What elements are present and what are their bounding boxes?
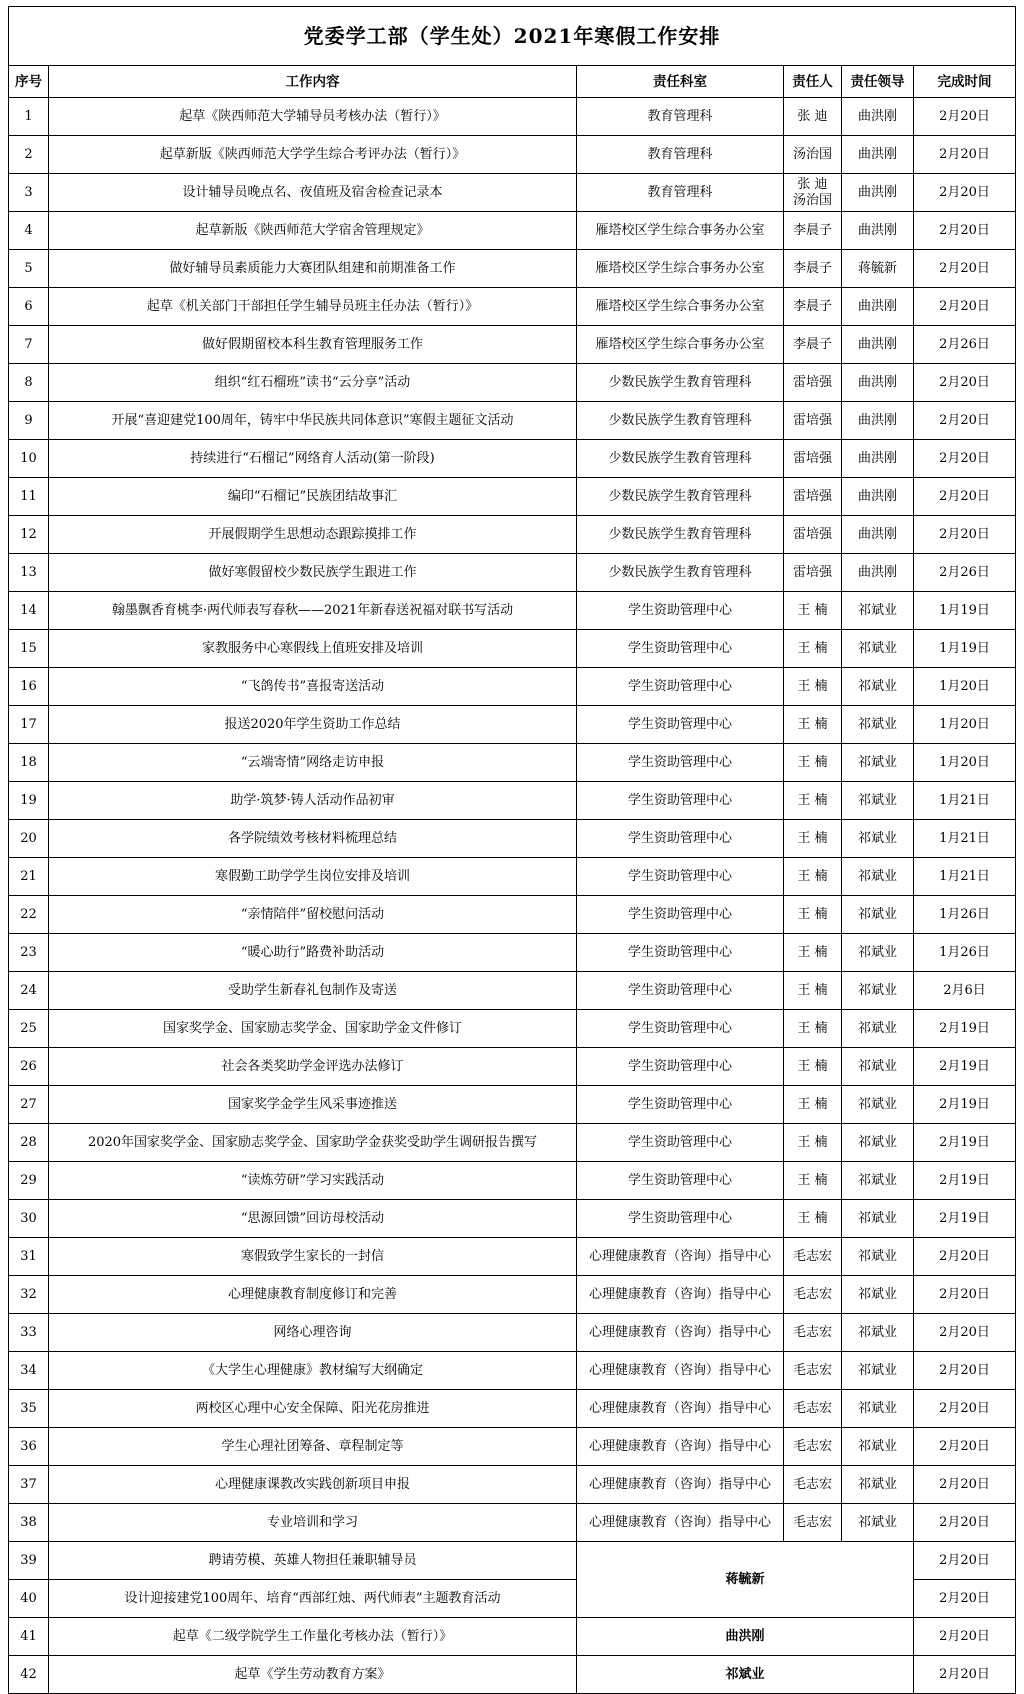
table-row — [9, 1390, 1016, 1428]
cell-office: 学生资助管理中心 — [577, 934, 784, 972]
cell-date: 1月26日 — [914, 934, 1016, 972]
cell-no: 1 — [9, 98, 49, 136]
cell-person: 王 楠 — [784, 934, 842, 972]
cell-office: 雁塔校区学生综合事务办公室 — [577, 288, 784, 326]
table-row — [9, 1162, 1016, 1200]
cell-office: 教育管理科 — [577, 136, 784, 174]
cell-content: 2020年国家奖学金、国家励志奖学金、国家助学金获奖受助学生调研报告撰写 — [49, 1124, 577, 1162]
document-title: 党委学工部（学生处）2021年寒假工作安排 — [9, 7, 1016, 66]
cell-no: 6 — [9, 288, 49, 326]
cell-no: 23 — [9, 934, 49, 972]
cell-content: 做好寒假留校少数民族学生跟进工作 — [49, 554, 577, 592]
cell-content: “暖心助行”路费补助活动 — [49, 934, 577, 972]
header-content: 工作内容 — [49, 66, 577, 98]
header-person: 责任人 — [784, 66, 842, 98]
cell-content: 组织“红石榴班”读书“云分享”活动 — [49, 364, 577, 402]
cell-person: 王 楠 — [784, 858, 842, 896]
cell-no: 20 — [9, 820, 49, 858]
cell-content: 寒假勤工助学学生岗位安排及培训 — [49, 858, 577, 896]
cell-office: 心理健康教育（咨询）指导中心 — [577, 1390, 784, 1428]
cell-date: 2月20日 — [914, 1428, 1016, 1466]
cell-office: 学生资助管理中心 — [577, 972, 784, 1010]
cell-date: 2月20日 — [914, 364, 1016, 402]
cell-person: 王 楠 — [784, 592, 842, 630]
cell-content: 各学院绩效考核材料梳理总结 — [49, 820, 577, 858]
cell-no: 24 — [9, 972, 49, 1010]
cell-leader: 祁斌业 — [842, 896, 914, 934]
cell-date: 2月20日 — [914, 1352, 1016, 1390]
cell-leader: 祁斌业 — [842, 1504, 914, 1542]
cell-date: 1月26日 — [914, 896, 1016, 934]
cell-no: 21 — [9, 858, 49, 896]
table-row — [9, 744, 1016, 782]
cell-no: 30 — [9, 1200, 49, 1238]
cell-no: 4 — [9, 212, 49, 250]
cell-content: 设计迎接建党100周年、培育“西部红烛、两代师表”主题教育活动 — [49, 1580, 577, 1618]
table-row — [9, 592, 1016, 630]
cell-office: 学生资助管理中心 — [577, 744, 784, 782]
cell-person: 雷培强 — [784, 364, 842, 402]
cell-date: 2月20日 — [914, 1580, 1016, 1618]
cell-date: 2月20日 — [914, 98, 1016, 136]
cell-leader: 曲洪刚 — [842, 440, 914, 478]
cell-person: 王 楠 — [784, 706, 842, 744]
cell-content: 国家奖学金、国家励志奖学金、国家助学金文件修订 — [49, 1010, 577, 1048]
cell-person: 王 楠 — [784, 1048, 842, 1086]
cell-person: 毛志宏 — [784, 1352, 842, 1390]
cell-person: 王 楠 — [784, 1124, 842, 1162]
cell-office: 心理健康教育（咨询）指导中心 — [577, 1352, 784, 1390]
cell-content: 学生心理社团筹备、章程制定等 — [49, 1428, 577, 1466]
table-row — [9, 1124, 1016, 1162]
cell-person: 王 楠 — [784, 1086, 842, 1124]
cell-no: 17 — [9, 706, 49, 744]
header-no: 序号 — [9, 66, 49, 98]
work-schedule-table — [8, 6, 1016, 1694]
table-row — [9, 250, 1016, 288]
cell-person: 王 楠 — [784, 668, 842, 706]
cell-person: 王 楠 — [784, 972, 842, 1010]
table-row — [9, 782, 1016, 820]
cell-no: 26 — [9, 1048, 49, 1086]
cell-no: 38 — [9, 1504, 49, 1542]
cell-office: 教育管理科 — [577, 98, 784, 136]
cell-leader: 曲洪刚 — [842, 402, 914, 440]
cell-leader: 祁斌业 — [842, 592, 914, 630]
table-row — [9, 402, 1016, 440]
merged-responsible-cell: 蒋毓新 — [577, 1542, 914, 1618]
cell-date: 2月20日 — [914, 1238, 1016, 1276]
table-row — [9, 1238, 1016, 1276]
cell-person: 毛志宏 — [784, 1314, 842, 1352]
cell-leader: 祁斌业 — [842, 858, 914, 896]
cell-no: 35 — [9, 1390, 49, 1428]
cell-office: 心理健康教育（咨询）指导中心 — [577, 1314, 784, 1352]
cell-person: 王 楠 — [784, 1200, 842, 1238]
cell-office: 心理健康教育（咨询）指导中心 — [577, 1504, 784, 1542]
cell-office: 雁塔校区学生综合事务办公室 — [577, 326, 784, 364]
cell-content: 寒假致学生家长的一封信 — [49, 1238, 577, 1276]
table-row — [9, 668, 1016, 706]
cell-content: 助学·筑梦·铸人活动作品初审 — [49, 782, 577, 820]
cell-office: 少数民族学生教育管理科 — [577, 516, 784, 554]
cell-person: 毛志宏 — [784, 1276, 842, 1314]
cell-office: 学生资助管理中心 — [577, 896, 784, 934]
table-row — [9, 1200, 1016, 1238]
cell-date: 1月20日 — [914, 668, 1016, 706]
cell-person: 毛志宏 — [784, 1504, 842, 1542]
table-row — [9, 1048, 1016, 1086]
cell-no: 39 — [9, 1542, 49, 1580]
cell-person: 毛志宏 — [784, 1390, 842, 1428]
table-row — [9, 1466, 1016, 1504]
cell-person: 王 楠 — [784, 1010, 842, 1048]
table-row — [9, 516, 1016, 554]
cell-no: 11 — [9, 478, 49, 516]
cell-date: 1月21日 — [914, 820, 1016, 858]
cell-leader: 曲洪刚 — [842, 136, 914, 174]
table-row — [9, 1314, 1016, 1352]
cell-leader: 祁斌业 — [842, 1466, 914, 1504]
cell-leader: 祁斌业 — [842, 1010, 914, 1048]
cell-content: 设计辅导员晚点名、夜值班及宿舍检查记录本 — [49, 174, 577, 212]
cell-leader: 祁斌业 — [842, 1390, 914, 1428]
cell-no: 25 — [9, 1010, 49, 1048]
cell-date: 1月19日 — [914, 592, 1016, 630]
cell-leader: 祁斌业 — [842, 1314, 914, 1352]
table-row — [9, 820, 1016, 858]
cell-person: 张 迪 汤治国 — [784, 174, 842, 212]
cell-person: 张 迪 — [784, 98, 842, 136]
cell-leader: 祁斌业 — [842, 1352, 914, 1390]
cell-office: 学生资助管理中心 — [577, 820, 784, 858]
table-row — [9, 174, 1016, 212]
cell-content: 家教服务中心寒假线上值班安排及培训 — [49, 630, 577, 668]
cell-office: 雁塔校区学生综合事务办公室 — [577, 250, 784, 288]
cell-content: 国家奖学金学生风采事迹推送 — [49, 1086, 577, 1124]
merged-responsible-cell: 曲洪刚 — [577, 1618, 914, 1656]
table-row — [9, 858, 1016, 896]
cell-leader: 祁斌业 — [842, 706, 914, 744]
table-row — [9, 1428, 1016, 1466]
cell-leader: 祁斌业 — [842, 1238, 914, 1276]
cell-no: 40 — [9, 1580, 49, 1618]
table-row — [9, 1086, 1016, 1124]
cell-content: 起草《二级学院学生工作量化考核办法（暂行）》 — [49, 1618, 577, 1656]
cell-date: 2月19日 — [914, 1010, 1016, 1048]
cell-content: 起草新版《陕西师范大学学生综合考评办法（暂行）》 — [49, 136, 577, 174]
cell-office: 心理健康教育（咨询）指导中心 — [577, 1238, 784, 1276]
table-row — [9, 1542, 1016, 1580]
cell-date: 2月20日 — [914, 1656, 1016, 1694]
cell-office: 学生资助管理中心 — [577, 1200, 784, 1238]
cell-leader: 祁斌业 — [842, 1276, 914, 1314]
cell-person: 毛志宏 — [784, 1466, 842, 1504]
cell-date: 2月26日 — [914, 554, 1016, 592]
cell-person: 毛志宏 — [784, 1428, 842, 1466]
cell-content: 社会各类奖助学金评选办法修订 — [49, 1048, 577, 1086]
table-row — [9, 212, 1016, 250]
cell-person: 王 楠 — [784, 630, 842, 668]
cell-date: 1月19日 — [914, 630, 1016, 668]
cell-no: 37 — [9, 1466, 49, 1504]
table-row — [9, 1504, 1016, 1542]
cell-content: 开展假期学生思想动态跟踪摸排工作 — [49, 516, 577, 554]
cell-office: 心理健康教育（咨询）指导中心 — [577, 1428, 784, 1466]
cell-office: 少数民族学生教育管理科 — [577, 364, 784, 402]
cell-content: “思源回馈”回访母校活动 — [49, 1200, 577, 1238]
cell-no: 28 — [9, 1124, 49, 1162]
cell-no: 12 — [9, 516, 49, 554]
table-row — [9, 364, 1016, 402]
cell-leader: 祁斌业 — [842, 1086, 914, 1124]
table-row — [9, 934, 1016, 972]
cell-no: 31 — [9, 1238, 49, 1276]
cell-person: 王 楠 — [784, 820, 842, 858]
cell-date: 2月6日 — [914, 972, 1016, 1010]
cell-leader: 祁斌业 — [842, 820, 914, 858]
cell-office: 少数民族学生教育管理科 — [577, 402, 784, 440]
cell-office: 学生资助管理中心 — [577, 1048, 784, 1086]
cell-leader: 曲洪刚 — [842, 98, 914, 136]
table-body — [9, 98, 1016, 1694]
cell-no: 16 — [9, 668, 49, 706]
table-row — [9, 288, 1016, 326]
cell-content: 报送2020年学生资助工作总结 — [49, 706, 577, 744]
cell-office: 学生资助管理中心 — [577, 592, 784, 630]
cell-date: 2月20日 — [914, 1390, 1016, 1428]
cell-date: 1月20日 — [914, 744, 1016, 782]
cell-content: 受助学生新春礼包制作及寄送 — [49, 972, 577, 1010]
cell-date: 2月26日 — [914, 326, 1016, 364]
cell-no: 33 — [9, 1314, 49, 1352]
cell-no: 15 — [9, 630, 49, 668]
cell-person: 李晨子 — [784, 288, 842, 326]
cell-content: 心理健康课教改实践创新项目申报 — [49, 1466, 577, 1504]
table-row — [9, 630, 1016, 668]
cell-content: 起草《机关部门干部担任学生辅导员班主任办法（暂行）》 — [49, 288, 577, 326]
table-row — [9, 478, 1016, 516]
cell-content: 开展“喜迎建党100周年，铸牢中华民族共同体意识”寒假主题征文活动 — [49, 402, 577, 440]
cell-no: 19 — [9, 782, 49, 820]
cell-date: 2月20日 — [914, 1618, 1016, 1656]
cell-person: 雷培强 — [784, 554, 842, 592]
table-row — [9, 972, 1016, 1010]
cell-date: 2月20日 — [914, 1542, 1016, 1580]
cell-content: “云端寄情”网络走访申报 — [49, 744, 577, 782]
cell-office: 学生资助管理中心 — [577, 668, 784, 706]
cell-no: 18 — [9, 744, 49, 782]
cell-person: 王 楠 — [784, 744, 842, 782]
table-row — [9, 1010, 1016, 1048]
table-row — [9, 1352, 1016, 1390]
cell-date: 2月19日 — [914, 1086, 1016, 1124]
cell-date: 2月19日 — [914, 1162, 1016, 1200]
cell-date: 1月21日 — [914, 858, 1016, 896]
cell-office: 学生资助管理中心 — [577, 1162, 784, 1200]
cell-leader: 曲洪刚 — [842, 212, 914, 250]
cell-leader: 曲洪刚 — [842, 288, 914, 326]
cell-leader: 曲洪刚 — [842, 174, 914, 212]
cell-no: 22 — [9, 896, 49, 934]
cell-leader: 祁斌业 — [842, 630, 914, 668]
cell-date: 2月20日 — [914, 174, 1016, 212]
cell-leader: 曲洪刚 — [842, 364, 914, 402]
cell-content: 做好假期留校本科生教育管理服务工作 — [49, 326, 577, 364]
cell-leader: 祁斌业 — [842, 782, 914, 820]
cell-content: 聘请劳模、英雄人物担任兼职辅导员 — [49, 1542, 577, 1580]
table-row — [9, 440, 1016, 478]
cell-content: “读炼劳研”学习实践活动 — [49, 1162, 577, 1200]
cell-date: 2月20日 — [914, 1504, 1016, 1542]
cell-leader: 祁斌业 — [842, 1048, 914, 1086]
cell-no: 9 — [9, 402, 49, 440]
cell-content: “飞鸽传书”喜报寄送活动 — [49, 668, 577, 706]
cell-date: 2月20日 — [914, 1276, 1016, 1314]
table-header-row — [9, 66, 1016, 98]
cell-date: 2月20日 — [914, 1314, 1016, 1352]
header-date: 完成时间 — [914, 66, 1016, 98]
cell-no: 10 — [9, 440, 49, 478]
cell-leader: 祁斌业 — [842, 1200, 914, 1238]
cell-no: 36 — [9, 1428, 49, 1466]
cell-person: 王 楠 — [784, 896, 842, 934]
cell-person: 雷培强 — [784, 516, 842, 554]
cell-office: 学生资助管理中心 — [577, 1086, 784, 1124]
cell-content: 持续进行“石榴记”网络育人活动(第一阶段) — [49, 440, 577, 478]
cell-date: 2月20日 — [914, 440, 1016, 478]
cell-leader: 祁斌业 — [842, 668, 914, 706]
table-row — [9, 706, 1016, 744]
table-row — [9, 1618, 1016, 1656]
cell-content: 翰墨飘香育桃李·两代师表写春秋——2021年新春送祝福对联书写活动 — [49, 592, 577, 630]
cell-leader: 祁斌业 — [842, 934, 914, 972]
table-row — [9, 554, 1016, 592]
table-row — [9, 896, 1016, 934]
cell-no: 2 — [9, 136, 49, 174]
cell-person: 李晨子 — [784, 326, 842, 364]
cell-no: 32 — [9, 1276, 49, 1314]
table-row — [9, 98, 1016, 136]
cell-no: 14 — [9, 592, 49, 630]
document-page — [8, 6, 1015, 1694]
cell-person: 雷培强 — [784, 478, 842, 516]
cell-content: 做好辅导员素质能力大赛团队组建和前期准备工作 — [49, 250, 577, 288]
cell-office: 教育管理科 — [577, 174, 784, 212]
cell-no: 8 — [9, 364, 49, 402]
cell-date: 2月20日 — [914, 212, 1016, 250]
cell-no: 34 — [9, 1352, 49, 1390]
cell-date: 1月20日 — [914, 706, 1016, 744]
cell-person: 雷培强 — [784, 402, 842, 440]
cell-date: 2月20日 — [914, 1466, 1016, 1504]
cell-leader: 祁斌业 — [842, 1428, 914, 1466]
cell-leader: 曲洪刚 — [842, 516, 914, 554]
cell-office: 心理健康教育（咨询）指导中心 — [577, 1276, 784, 1314]
cell-content: “亲情陪伴”留校慰问活动 — [49, 896, 577, 934]
cell-person: 李晨子 — [784, 212, 842, 250]
table-row — [9, 1656, 1016, 1694]
cell-person: 李晨子 — [784, 250, 842, 288]
cell-office: 学生资助管理中心 — [577, 706, 784, 744]
table-row — [9, 1276, 1016, 1314]
cell-no: 42 — [9, 1656, 49, 1694]
cell-date: 2月19日 — [914, 1048, 1016, 1086]
cell-content: 起草《学生劳动教育方案》 — [49, 1656, 577, 1694]
cell-date: 1月21日 — [914, 782, 1016, 820]
cell-content: 起草《陕西师范大学辅导员考核办法（暂行）》 — [49, 98, 577, 136]
cell-content: 编印“石榴记”民族团结故事汇 — [49, 478, 577, 516]
cell-leader: 祁斌业 — [842, 1162, 914, 1200]
cell-no: 29 — [9, 1162, 49, 1200]
cell-person: 王 楠 — [784, 1162, 842, 1200]
cell-person: 汤治国 — [784, 136, 842, 174]
cell-office: 心理健康教育（咨询）指导中心 — [577, 1466, 784, 1504]
table-row — [9, 326, 1016, 364]
cell-person: 毛志宏 — [784, 1238, 842, 1276]
cell-no: 13 — [9, 554, 49, 592]
table-row — [9, 136, 1016, 174]
cell-content: 心理健康教育制度修订和完善 — [49, 1276, 577, 1314]
cell-person: 雷培强 — [784, 440, 842, 478]
cell-date: 2月20日 — [914, 288, 1016, 326]
cell-office: 少数民族学生教育管理科 — [577, 554, 784, 592]
cell-content: 起草新版《陕西师范大学宿舍管理规定》 — [49, 212, 577, 250]
cell-date: 2月20日 — [914, 516, 1016, 554]
header-leader: 责任领导 — [842, 66, 914, 98]
cell-date: 2月19日 — [914, 1124, 1016, 1162]
header-office: 责任科室 — [577, 66, 784, 98]
cell-office: 雁塔校区学生综合事务办公室 — [577, 212, 784, 250]
cell-office: 少数民族学生教育管理科 — [577, 440, 784, 478]
cell-office: 少数民族学生教育管理科 — [577, 478, 784, 516]
cell-no: 3 — [9, 174, 49, 212]
cell-leader: 曲洪刚 — [842, 478, 914, 516]
cell-office: 学生资助管理中心 — [577, 630, 784, 668]
cell-leader: 祁斌业 — [842, 744, 914, 782]
cell-leader: 曲洪刚 — [842, 326, 914, 364]
cell-content: 专业培训和学习 — [49, 1504, 577, 1542]
cell-content: 《大学生心理健康》教材编写大纲确定 — [49, 1352, 577, 1390]
cell-no: 5 — [9, 250, 49, 288]
cell-date: 2月20日 — [914, 402, 1016, 440]
cell-leader: 祁斌业 — [842, 1124, 914, 1162]
cell-office: 学生资助管理中心 — [577, 858, 784, 896]
cell-person: 王 楠 — [784, 782, 842, 820]
cell-content: 两校区心理中心安全保障、阳光花房推进 — [49, 1390, 577, 1428]
cell-date: 2月20日 — [914, 478, 1016, 516]
cell-office: 学生资助管理中心 — [577, 1010, 784, 1048]
cell-date: 2月20日 — [914, 136, 1016, 174]
merged-responsible-cell: 祁斌业 — [577, 1656, 914, 1694]
cell-office: 学生资助管理中心 — [577, 1124, 784, 1162]
cell-leader: 曲洪刚 — [842, 554, 914, 592]
cell-date: 2月19日 — [914, 1200, 1016, 1238]
cell-no: 27 — [9, 1086, 49, 1124]
cell-content: 网络心理咨询 — [49, 1314, 577, 1352]
cell-leader: 蒋毓新 — [842, 250, 914, 288]
cell-office: 学生资助管理中心 — [577, 782, 784, 820]
cell-leader: 祁斌业 — [842, 972, 914, 1010]
cell-no: 7 — [9, 326, 49, 364]
cell-date: 2月20日 — [914, 250, 1016, 288]
cell-no: 41 — [9, 1618, 49, 1656]
